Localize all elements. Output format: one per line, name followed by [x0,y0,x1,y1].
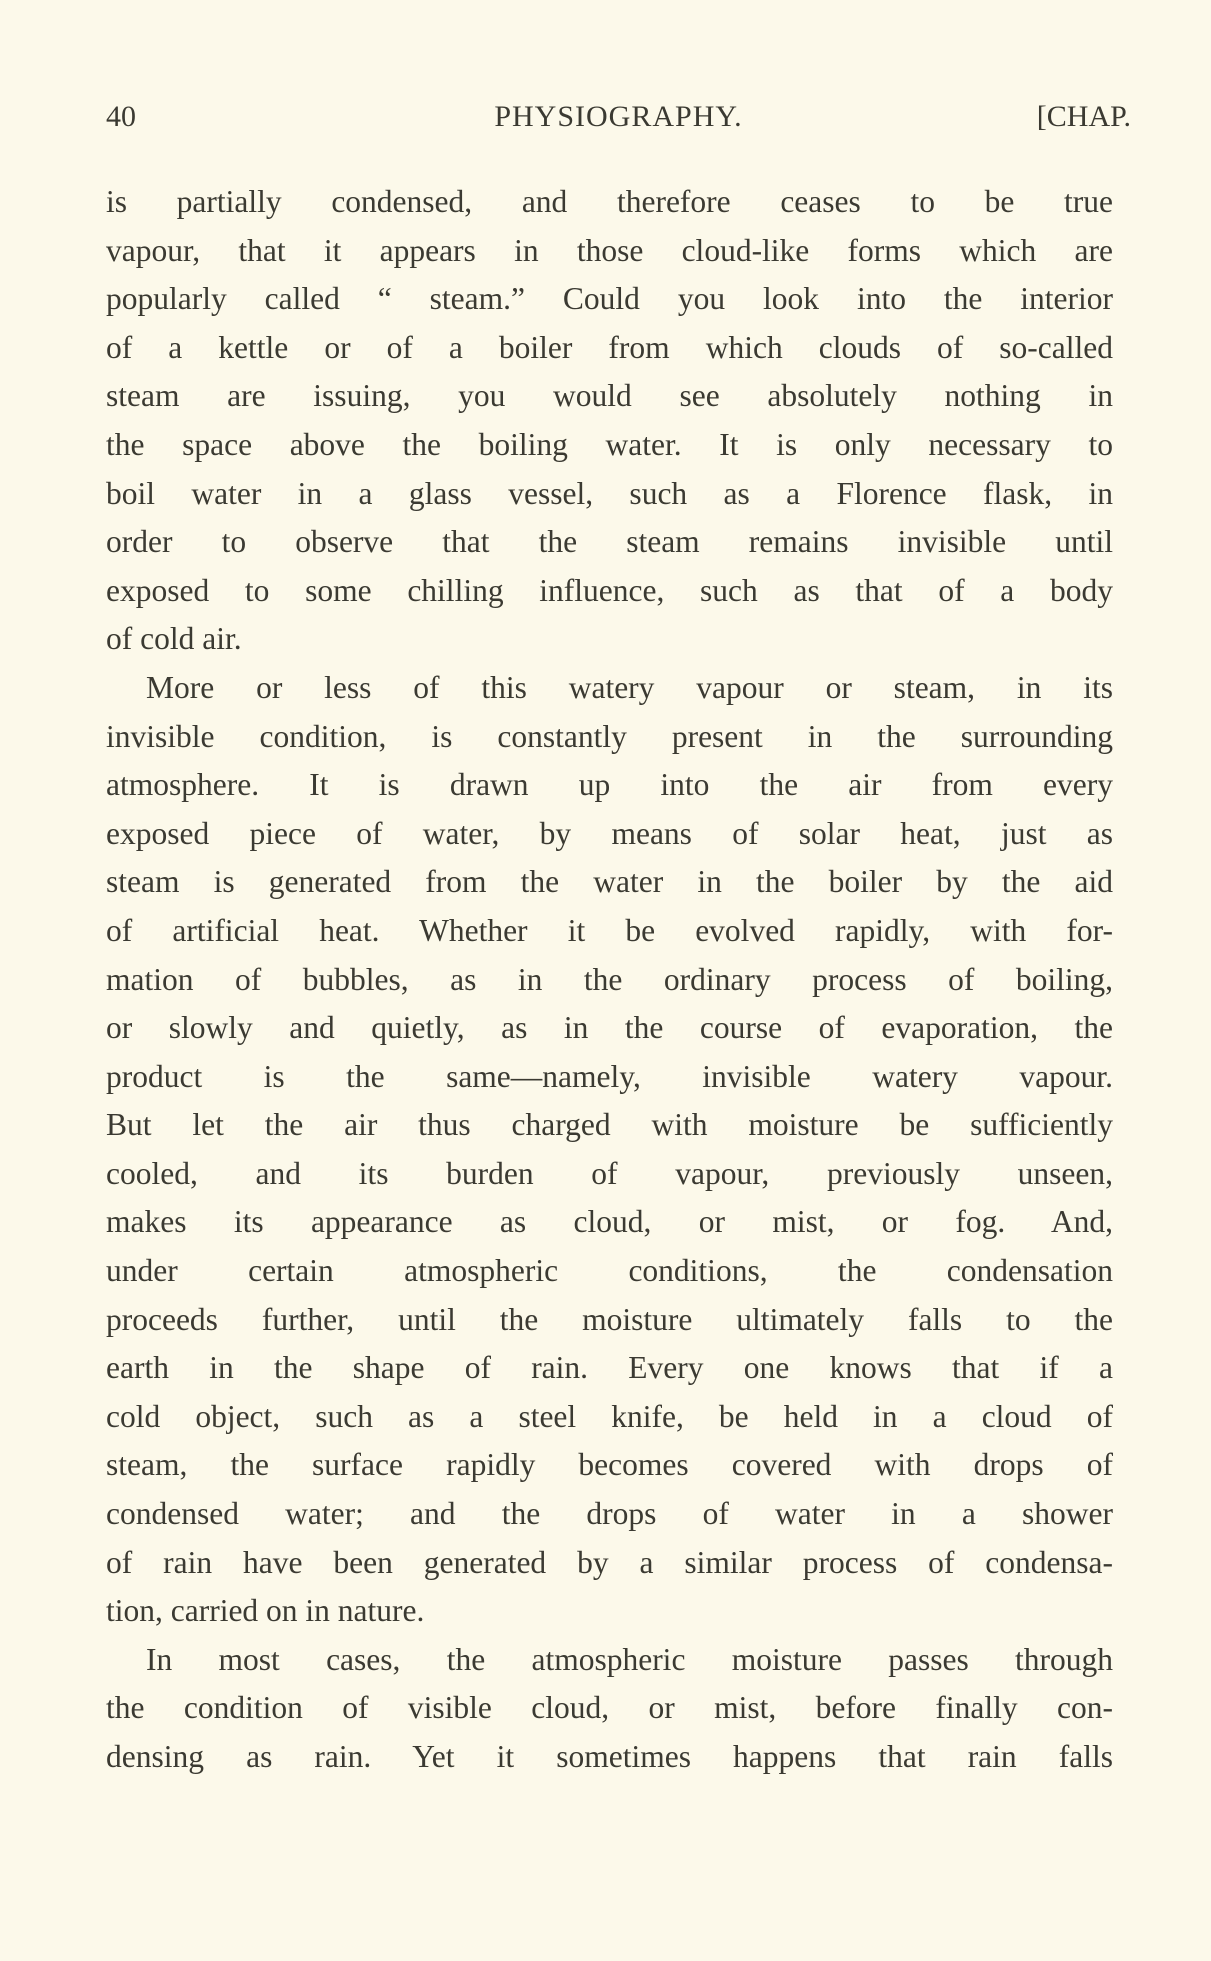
running-title: PHYSIOGRAPHY. [494,100,743,133]
text-line: tion, carried on in nature. [106,1593,425,1629]
text-line: cold object, such as a steel knife, be held in a cloud of [106,1398,1113,1434]
text-line: of artificial heat. Whether it be evolved rapidly, with for- [106,912,1113,948]
text-line: steam is generated from the water in the boiler by the aid [106,864,1113,900]
text-line: But let the air thus charged with moisture be sufficiently [106,1107,1113,1143]
text-line: vapour, that it appears in those cloud-like forms which are [106,232,1113,268]
text-line: atmosphere. It is drawn up into the air from every [106,767,1113,803]
text-line: the space above the boiling water. It is only necessary to [106,426,1113,462]
text-line: exposed piece of water, by means of solar heat, just as [106,815,1113,851]
text-line: order to observe that the steam remains invisible until [106,524,1113,560]
text-line: makes its appearance as cloud, or mist, or fog. And, [106,1204,1113,1240]
text-line: of cold air. [106,621,242,657]
running-header [106,100,1131,140]
text-line: of rain have been generated by a similar process of condensa- [106,1544,1113,1580]
page-body [106,178,1113,1782]
text-line: boil water in a glass vessel, such as a Florence flask, in [106,475,1113,511]
text-line: In most cases, the atmospheric moisture passes through [146,1641,1113,1677]
text-line: product is the same—namely, invisible watery vapour. [106,1058,1113,1094]
text-line: popularly called “ steam.” Could you look into the interior [106,281,1113,317]
text-line: the condition of visible cloud, or mist, before finally con- [106,1690,1113,1726]
text-line: or slowly and quietly, as in the course of evaporation, the [106,1010,1113,1046]
text-line: cooled, and its burden of vapour, previously unseen, [106,1155,1113,1191]
text-line: steam are issuing, you would see absolutely nothing in [106,378,1113,414]
text-line: condensed water; and the drops of water in a shower [106,1496,1113,1532]
text-line: under certain atmospheric conditions, the condensation [106,1253,1113,1289]
paragraph [106,1636,1113,1782]
text-line: mation of bubbles, as in the ordinary process of boiling, [106,961,1113,997]
paragraph [106,664,1113,1636]
text-line: of a kettle or of a boiler from which clouds of so-called [106,329,1113,365]
text-line: earth in the shape of rain. Every one knows that if a [106,1350,1113,1386]
text-line: More or less of this watery vapour or steam, in its [146,669,1113,705]
paragraph [106,178,1113,664]
text-line: invisible condition, is constantly present in the surrounding [106,718,1113,754]
text-line: proceeds further, until the moisture ultimately falls to the [106,1301,1113,1337]
text-line: densing as rain. Yet it sometimes happens that rain falls [106,1739,1113,1774]
text-line: exposed to some chilling influence, such as that of a body [106,572,1113,608]
page-number: 40 [106,100,136,133]
text-line: is partially condensed, and therefore ceases to be true [106,184,1113,219]
text-line: steam, the surface rapidly becomes covered with drops of [106,1447,1113,1483]
chapter-marker: [CHAP. [1036,100,1131,133]
